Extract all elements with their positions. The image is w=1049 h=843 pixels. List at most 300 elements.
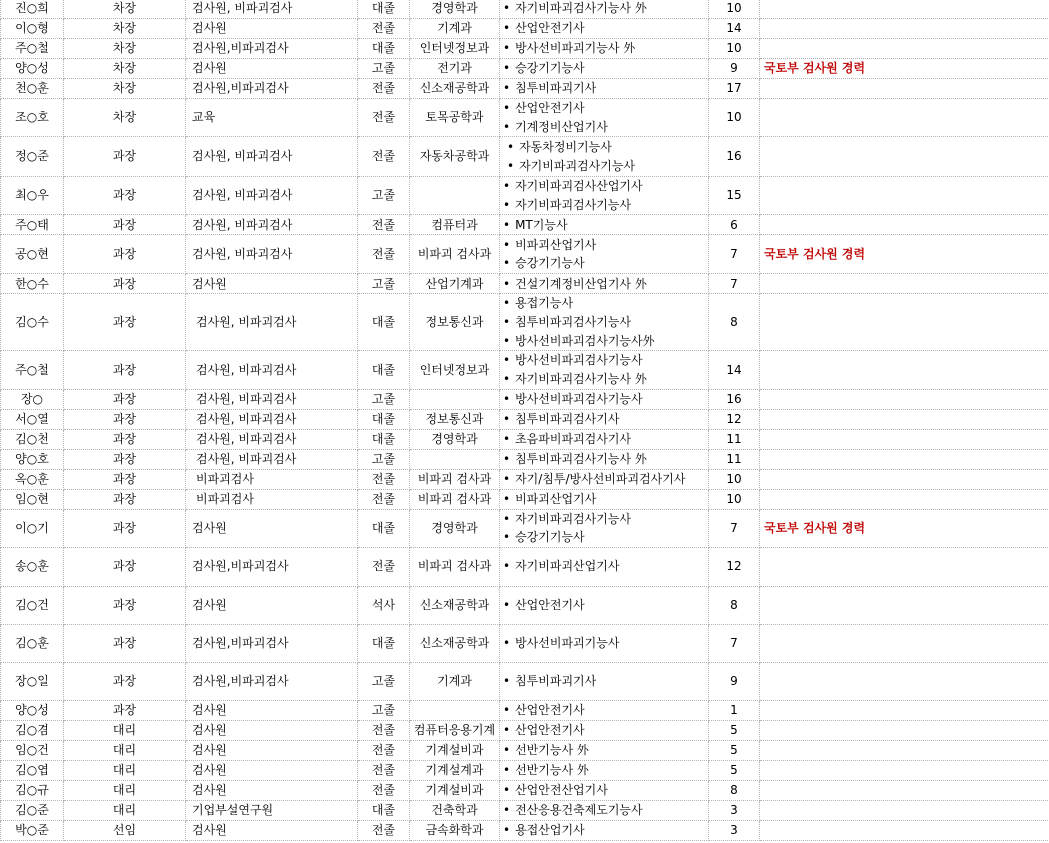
bullet-icon: • xyxy=(503,471,511,486)
years-cell: 7 xyxy=(709,274,760,294)
qualification-cell xyxy=(500,624,709,662)
qualification-item xyxy=(503,294,705,313)
bullet-icon: • xyxy=(503,742,511,757)
bullet-icon: • xyxy=(503,256,511,271)
qualification-cell xyxy=(500,137,709,177)
education-cell: 대졸 xyxy=(358,624,410,662)
bullet-icon: • xyxy=(503,353,511,368)
years-cell: 5 xyxy=(709,760,760,780)
qualification-item xyxy=(503,557,705,576)
education-cell: 대졸 xyxy=(358,351,410,389)
qualification-cell xyxy=(500,469,709,489)
qualification-text: 전산응용건축제도기능사 xyxy=(515,802,643,817)
major-cell: 금속화학과 xyxy=(410,820,500,840)
major-cell: 산업기계과 xyxy=(410,274,500,294)
note-cell xyxy=(760,662,1049,700)
table-row xyxy=(1,177,1049,215)
qualification-text: 자기비파괴검사기능사 xyxy=(515,197,631,212)
name-cell: 김○겸 xyxy=(1,720,64,740)
position-cell: 대리 xyxy=(64,740,186,760)
qualification-cell xyxy=(500,274,709,294)
bullet-icon: • xyxy=(503,530,511,545)
qualification-item xyxy=(503,370,705,389)
qualification-cell xyxy=(500,235,709,274)
duty-cell: 검사원 xyxy=(186,700,358,720)
qualification-text: 산업안전기사 xyxy=(515,722,585,737)
bullet-icon: • xyxy=(503,722,511,737)
years-cell: 10 xyxy=(709,469,760,489)
note-cell xyxy=(760,389,1049,409)
bullet-icon: • xyxy=(503,782,511,797)
qualification-text: 산업안전기사 xyxy=(515,21,585,36)
qualification-cell xyxy=(500,177,709,215)
name-cell: 장○ xyxy=(1,389,64,409)
name-cell: 김○훈 xyxy=(1,624,64,662)
qualification-cell xyxy=(500,720,709,740)
bullet-icon: • xyxy=(503,391,511,406)
note-cell xyxy=(760,489,1049,509)
bullet-icon: • xyxy=(503,762,511,777)
bullet-icon: • xyxy=(503,822,511,837)
duty-cell: 검사원 xyxy=(186,760,358,780)
duty-cell: 검사원, 비파괴검사 xyxy=(186,177,358,215)
qualification-cell xyxy=(500,509,709,547)
name-cell: 임○건 xyxy=(1,740,64,760)
qualification-item xyxy=(503,118,705,137)
duty-cell: 검사원, 비파괴검사 xyxy=(186,351,358,389)
duty-cell: 검사원 xyxy=(186,720,358,740)
qualification-text: 자기비파괴검사기능사 xyxy=(515,511,631,526)
qualification-cell xyxy=(500,99,709,137)
table-row xyxy=(1,509,1049,547)
bullet-icon: • xyxy=(503,296,511,311)
qualification-text: 용접산업기사 xyxy=(515,822,585,837)
name-cell: 양○성 xyxy=(1,59,64,79)
qualification-cell xyxy=(500,662,709,700)
bullet-icon: • xyxy=(503,511,511,526)
years-cell: 10 xyxy=(709,0,760,19)
note-cell xyxy=(760,469,1049,489)
name-cell: 양○성 xyxy=(1,700,64,720)
name-cell: 장○일 xyxy=(1,662,64,700)
major-cell: 토목공학과 xyxy=(410,99,500,137)
note-cell xyxy=(760,800,1049,820)
qualification-cell xyxy=(500,700,709,720)
years-cell: 1 xyxy=(709,700,760,720)
major-cell: 자동차공학과 xyxy=(410,137,500,177)
name-cell: 주○태 xyxy=(1,215,64,235)
qualification-item xyxy=(503,390,705,409)
note-cell xyxy=(760,409,1049,429)
duty-cell: 교육 xyxy=(186,99,358,137)
bullet-icon: • xyxy=(503,802,511,817)
years-cell: 8 xyxy=(709,586,760,624)
education-cell: 전졸 xyxy=(358,740,410,760)
education-cell: 대졸 xyxy=(358,294,410,351)
position-cell: 과장 xyxy=(64,662,186,700)
name-cell: 한○수 xyxy=(1,274,64,294)
education-cell: 고졸 xyxy=(358,389,410,409)
position-cell: 차장 xyxy=(64,79,186,99)
position-cell: 차장 xyxy=(64,0,186,19)
qualification-cell xyxy=(500,389,709,409)
name-cell: 임○현 xyxy=(1,489,64,509)
qualification-cell xyxy=(500,760,709,780)
qualification-text: 비파괴산업기사 xyxy=(515,491,597,506)
table-row xyxy=(1,99,1049,137)
education-cell: 고졸 xyxy=(358,274,410,294)
duty-cell: 기업부설연구원 xyxy=(186,800,358,820)
table-row xyxy=(1,489,1049,509)
major-cell xyxy=(410,177,500,215)
qualification-text: 산업안전기사 xyxy=(515,101,585,115)
position-cell: 과장 xyxy=(64,700,186,720)
name-cell: 정○준 xyxy=(1,137,64,177)
duty-cell: 검사원 xyxy=(186,509,358,547)
major-cell: 신소재공학과 xyxy=(410,624,500,662)
qualification-item xyxy=(503,19,705,38)
note-cell xyxy=(760,429,1049,449)
note-cell xyxy=(760,39,1049,59)
table-row xyxy=(1,19,1049,39)
duty-cell: 검사원 xyxy=(186,780,358,800)
note-cell xyxy=(760,586,1049,624)
table-row xyxy=(1,700,1049,720)
qualification-item xyxy=(503,430,705,449)
major-cell: 비파괴 검사과 xyxy=(410,469,500,489)
bullet-icon: • xyxy=(503,81,511,96)
bullet-icon: • xyxy=(503,217,511,232)
position-cell: 차장 xyxy=(64,59,186,79)
table-row xyxy=(1,215,1049,235)
note-cell xyxy=(760,19,1049,39)
years-cell: 6 xyxy=(709,215,760,235)
note-cell xyxy=(760,760,1049,780)
table-row xyxy=(1,780,1049,800)
education-cell: 석사 xyxy=(358,586,410,624)
position-cell: 대리 xyxy=(64,760,186,780)
table-row xyxy=(1,740,1049,760)
major-cell: 인터넷정보과 xyxy=(410,351,500,389)
years-cell: 10 xyxy=(709,489,760,509)
bullet-icon: • xyxy=(503,491,511,506)
major-cell: 기계설계과 xyxy=(410,760,500,780)
qualification-item xyxy=(503,410,705,429)
qualification-item xyxy=(503,138,705,157)
qualification-item xyxy=(503,721,705,740)
major-cell: 전기과 xyxy=(410,59,500,79)
qualification-cell xyxy=(500,0,709,19)
position-cell: 차장 xyxy=(64,19,186,39)
years-cell: 8 xyxy=(709,780,760,800)
qualification-text: 침투비파괴기사 xyxy=(515,673,597,688)
name-cell: 김○건 xyxy=(1,586,64,624)
education-cell: 전졸 xyxy=(358,99,410,137)
duty-cell: 검사원,비파괴검사 xyxy=(186,624,358,662)
name-cell: 주○철 xyxy=(1,39,64,59)
years-cell: 3 xyxy=(709,800,760,820)
bullet-icon: • xyxy=(503,371,511,386)
table-row xyxy=(1,39,1049,59)
qualification-text: 침투비파괴기사 xyxy=(515,81,597,96)
qualification-text: 선반기능사 外 xyxy=(515,762,589,777)
position-cell: 과장 xyxy=(64,449,186,469)
name-cell: 옥○훈 xyxy=(1,469,64,489)
education-cell: 대졸 xyxy=(358,429,410,449)
major-cell: 기계설비과 xyxy=(410,740,500,760)
duty-cell: 검사원,비파괴검사 xyxy=(186,39,358,59)
note-cell xyxy=(760,624,1049,662)
qualification-item xyxy=(503,59,705,78)
major-cell: 컴퓨터과 xyxy=(410,215,500,235)
major-cell: 비파괴 검사과 xyxy=(410,235,500,274)
major-cell: 신소재공학과 xyxy=(410,586,500,624)
qualification-item xyxy=(503,351,705,370)
name-cell: 김○규 xyxy=(1,780,64,800)
major-cell: 컴퓨터응용기계 xyxy=(410,720,500,740)
position-cell: 과장 xyxy=(64,389,186,409)
qualification-item xyxy=(503,701,705,720)
qualification-item xyxy=(503,528,705,547)
qualification-item xyxy=(503,216,705,235)
position-cell: 차장 xyxy=(64,39,186,59)
qualification-item xyxy=(503,761,705,780)
education-cell: 전졸 xyxy=(358,547,410,586)
bullet-icon: • xyxy=(503,451,511,466)
years-cell: 5 xyxy=(709,740,760,760)
major-cell xyxy=(410,389,500,409)
qualification-cell xyxy=(500,351,709,389)
major-cell: 정보통신과 xyxy=(410,409,500,429)
bullet-icon: • xyxy=(503,635,511,650)
note-cell xyxy=(760,449,1049,469)
bullet-icon: • xyxy=(503,411,511,426)
qualification-text: 선반기능사 外 xyxy=(515,742,589,757)
duty-cell: 검사원, 비파괴검사 xyxy=(186,215,358,235)
duty-cell: 검사원, 비파괴검사 xyxy=(186,294,358,351)
qualification-text: MT기능사 xyxy=(515,217,568,232)
table-row xyxy=(1,624,1049,662)
qualification-cell xyxy=(500,449,709,469)
table-row xyxy=(1,137,1049,177)
position-cell: 과장 xyxy=(64,137,186,177)
qualification-text: 산업안전기사 xyxy=(515,702,585,717)
years-cell: 8 xyxy=(709,294,760,351)
duty-cell: 검사원 xyxy=(186,740,358,760)
education-cell: 전졸 xyxy=(358,820,410,840)
position-cell: 과장 xyxy=(64,624,186,662)
position-cell: 과장 xyxy=(64,177,186,215)
qualification-cell xyxy=(500,294,709,351)
table-row xyxy=(1,274,1049,294)
name-cell: 김○수 xyxy=(1,294,64,351)
education-cell: 고졸 xyxy=(358,449,410,469)
qualification-text: 자동차정비기능사 xyxy=(519,140,612,155)
table-row xyxy=(1,469,1049,489)
bullet-icon: • xyxy=(503,21,511,36)
qualification-cell xyxy=(500,547,709,586)
name-cell: 이○형 xyxy=(1,19,64,39)
note-cell xyxy=(760,215,1049,235)
qualification-cell xyxy=(500,820,709,840)
table-row xyxy=(1,720,1049,740)
duty-cell: 검사원, 비파괴검사 xyxy=(186,409,358,429)
duty-cell: 검사원, 비파괴검사 xyxy=(186,137,358,177)
bullet-icon: • xyxy=(503,431,511,446)
qualification-cell xyxy=(500,409,709,429)
qualification-text: 자기비파괴검사기능사 xyxy=(519,158,635,173)
note-cell xyxy=(760,99,1049,137)
qualification-text: 자기비파괴검사기능사 外 xyxy=(515,371,647,386)
name-cell: 천○훈 xyxy=(1,79,64,99)
qualification-cell xyxy=(500,79,709,99)
bullet-icon: • xyxy=(503,276,511,291)
bullet-icon: • xyxy=(507,158,515,173)
table-row xyxy=(1,351,1049,389)
education-cell: 고졸 xyxy=(358,662,410,700)
table-row xyxy=(1,79,1049,99)
name-cell: 이○기 xyxy=(1,509,64,547)
qualification-cell xyxy=(500,740,709,760)
bullet-icon: • xyxy=(503,179,511,194)
years-cell: 9 xyxy=(709,59,760,79)
qualification-text: 기계정비산업기사 xyxy=(515,119,608,134)
qualification-text: 방사선비파괴기능사 外 xyxy=(515,41,636,56)
note-cell xyxy=(760,351,1049,389)
duty-cell: 검사원, 비파괴검사 xyxy=(186,0,358,19)
bullet-icon: • xyxy=(503,119,511,134)
duty-cell: 검사원, 비파괴검사 xyxy=(186,389,358,409)
table-row xyxy=(1,0,1049,19)
position-cell: 과장 xyxy=(64,351,186,389)
years-cell: 7 xyxy=(709,624,760,662)
bullet-icon: • xyxy=(503,101,511,115)
table-row xyxy=(1,760,1049,780)
name-cell: 양○호 xyxy=(1,449,64,469)
qualification-item xyxy=(503,634,705,653)
note-cell: 국토부 검사원 경력 xyxy=(760,59,1049,79)
note-cell xyxy=(760,780,1049,800)
qualification-item xyxy=(503,801,705,820)
education-cell: 전졸 xyxy=(358,469,410,489)
duty-cell: 검사원,비파괴검사 xyxy=(186,662,358,700)
qualification-text: 방사선비파괴기능사 xyxy=(515,635,620,650)
duty-cell: 검사원 xyxy=(186,820,358,840)
note-cell xyxy=(760,700,1049,720)
note-cell xyxy=(760,820,1049,840)
qualification-item xyxy=(503,177,705,196)
qualification-cell xyxy=(500,19,709,39)
qualification-item xyxy=(503,490,705,509)
table-row xyxy=(1,294,1049,351)
qualification-text: 승강기기능사 xyxy=(515,256,585,271)
qualification-item xyxy=(503,157,705,176)
qualification-cell xyxy=(500,39,709,59)
name-cell: 주○철 xyxy=(1,351,64,389)
education-cell: 전졸 xyxy=(358,720,410,740)
qualification-cell xyxy=(500,780,709,800)
education-cell: 대졸 xyxy=(358,409,410,429)
qualification-item xyxy=(503,332,705,351)
table-row xyxy=(1,409,1049,429)
table-row xyxy=(1,820,1049,840)
position-cell: 대리 xyxy=(64,780,186,800)
years-cell: 7 xyxy=(709,235,760,274)
qualification-text: 자기/침투/방사선비파괴검사기사 xyxy=(515,471,686,486)
major-cell: 경영학과 xyxy=(410,429,500,449)
name-cell: 진○희 xyxy=(1,0,64,19)
name-cell: 박○준 xyxy=(1,820,64,840)
qualification-item xyxy=(503,313,705,332)
major-cell: 건축학과 xyxy=(410,800,500,820)
table-row xyxy=(1,429,1049,449)
qualification-item xyxy=(503,781,705,800)
years-cell: 14 xyxy=(709,351,760,389)
years-cell: 17 xyxy=(709,79,760,99)
education-cell: 전졸 xyxy=(358,760,410,780)
table-row xyxy=(1,389,1049,409)
position-cell: 차장 xyxy=(64,99,186,137)
table-row xyxy=(1,59,1049,79)
education-cell: 대졸 xyxy=(358,509,410,547)
position-cell: 과장 xyxy=(64,489,186,509)
major-cell: 경영학과 xyxy=(410,509,500,547)
position-cell: 과장 xyxy=(64,274,186,294)
years-cell: 10 xyxy=(709,99,760,137)
qualification-text: 승강기기능사 xyxy=(515,61,585,76)
note-cell xyxy=(760,0,1049,19)
qualification-item xyxy=(503,821,705,840)
qualification-item xyxy=(503,99,705,118)
qualification-item xyxy=(503,741,705,760)
years-cell: 10 xyxy=(709,39,760,59)
name-cell: 서○열 xyxy=(1,409,64,429)
qualification-text: 자기비파괴검사기능사 外 xyxy=(515,1,647,16)
years-cell: 12 xyxy=(709,547,760,586)
name-cell: 최○우 xyxy=(1,177,64,215)
major-cell: 인터넷정보과 xyxy=(410,39,500,59)
education-cell: 대졸 xyxy=(358,800,410,820)
bullet-icon: • xyxy=(503,197,511,212)
years-cell: 5 xyxy=(709,720,760,740)
years-cell: 12 xyxy=(709,409,760,429)
position-cell: 과장 xyxy=(64,586,186,624)
bullet-icon: • xyxy=(503,1,511,16)
major-cell: 기계과 xyxy=(410,19,500,39)
position-cell: 대리 xyxy=(64,720,186,740)
duty-cell: 비파괴검사 xyxy=(186,469,358,489)
years-cell: 3 xyxy=(709,820,760,840)
qualification-cell xyxy=(500,586,709,624)
qualification-item xyxy=(503,39,705,58)
duty-cell: 검사원,비파괴검사 xyxy=(186,547,358,586)
duty-cell: 검사원, 비파괴검사 xyxy=(186,449,358,469)
major-cell: 비파괴 검사과 xyxy=(410,547,500,586)
qualification-text: 승강기기능사 xyxy=(515,530,585,545)
table-row xyxy=(1,586,1049,624)
education-cell: 대졸 xyxy=(358,39,410,59)
education-cell: 전졸 xyxy=(358,215,410,235)
education-cell: 전졸 xyxy=(358,19,410,39)
education-cell: 전졸 xyxy=(358,79,410,99)
major-cell: 비파괴 검사과 xyxy=(410,489,500,509)
note-cell xyxy=(760,79,1049,99)
name-cell: 김○준 xyxy=(1,800,64,820)
note-cell: 국토부 검사원 경력 xyxy=(760,235,1049,274)
note-cell xyxy=(760,294,1049,351)
position-cell: 과장 xyxy=(64,215,186,235)
qualification-cell xyxy=(500,59,709,79)
